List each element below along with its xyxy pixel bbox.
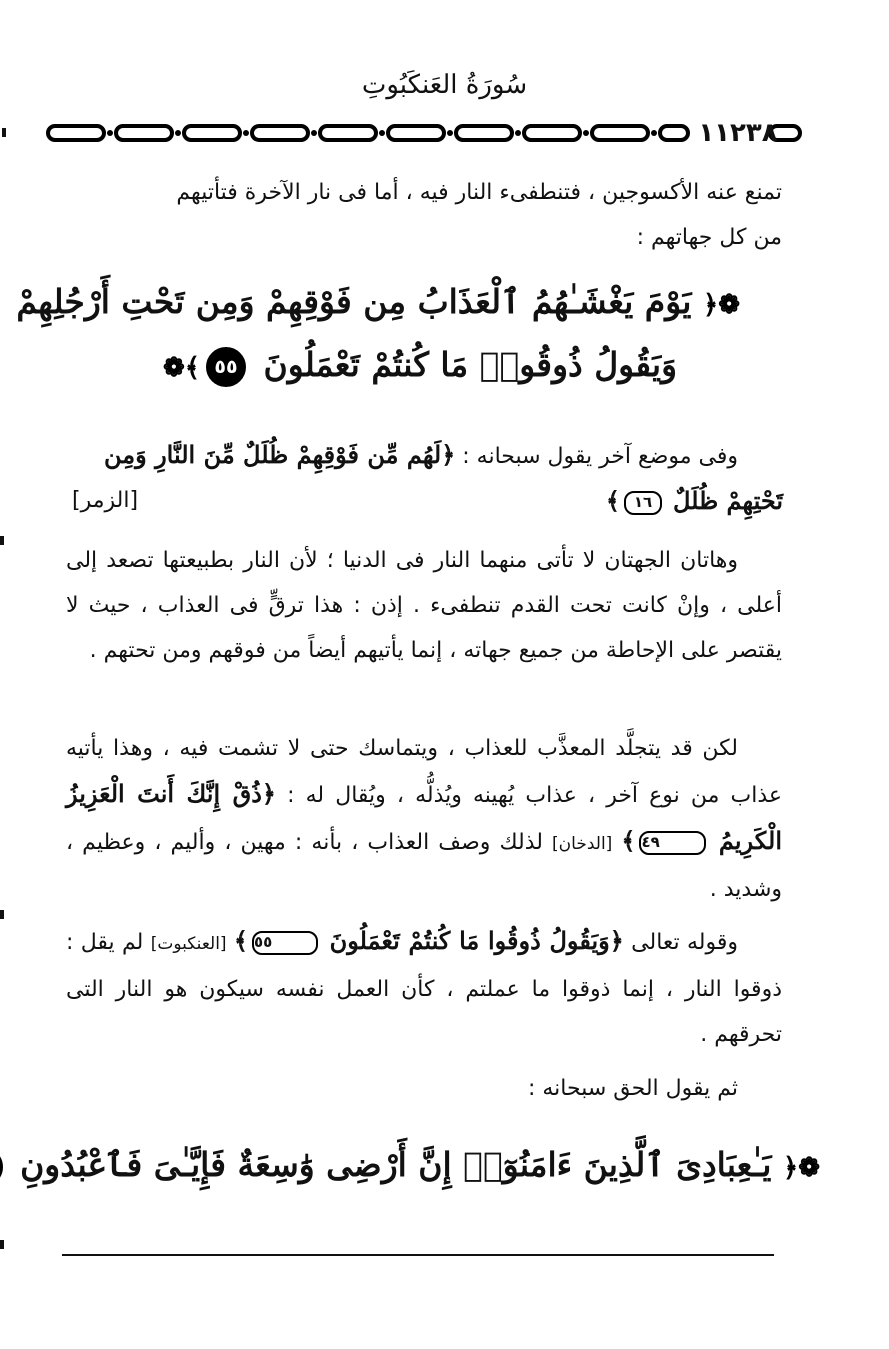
paragraph-2-row-2 bbox=[606, 478, 783, 525]
ayah-number-badge: ٥٥ bbox=[252, 931, 318, 955]
paragraph-4 bbox=[66, 726, 782, 912]
verse-2-line-1 bbox=[20, 1135, 820, 1198]
paragraph-6: ثم يقول الحق سبحانه : bbox=[527, 1076, 738, 1101]
margin-mark bbox=[0, 910, 4, 919]
paragraph-5-intro: وقوله تعالى bbox=[631, 930, 739, 955]
paragraph-1-line-2: من كل جهاتهم : bbox=[636, 225, 782, 250]
quote-ankabut: وَيَقُولُ ذُوقُوا مَا كُنتُمْ تَعْمَلُونَ bbox=[329, 926, 610, 955]
margin-mark bbox=[2, 128, 6, 137]
open-bracket-icon: ﴿ bbox=[782, 1153, 799, 1183]
surah-reference: [العنكبوت] bbox=[150, 934, 227, 954]
margin-mark bbox=[0, 536, 4, 545]
flower-ornament-icon: ❁ bbox=[718, 290, 740, 320]
page-number: ١١٢٣٨ bbox=[698, 118, 778, 148]
margin-mark bbox=[0, 1240, 4, 1249]
verse-1-line-1 bbox=[16, 272, 740, 335]
quote-dukhan: ذُقْ إِنَّكَ أَنتَ الْعَزِيزُ الْكَرِيمُ bbox=[66, 779, 783, 855]
verse-1-text-1: يَوْمَ يَغْشَـٰهُمُ ٱلْعَذَابُ مِن فَوْقِهِمْ وَمِن تَحْتِ أَرْجُلِهِمْ bbox=[16, 282, 692, 321]
close-bracket-icon: ﴾ bbox=[621, 826, 636, 855]
paragraph-5-text: لم يقل : ذوقوا النار ، إنما ذوقوا ما عملتم ، كأن العمل نفسه سيكون هو النار التى تحرقهم . bbox=[66, 930, 782, 1047]
verse-1-line-2 bbox=[100, 335, 740, 398]
open-bracket-icon: ﴿ bbox=[609, 926, 624, 955]
footer-rule bbox=[62, 1254, 774, 1256]
paragraph-2 bbox=[66, 432, 782, 479]
ayah-number-badge: ١٦ bbox=[624, 491, 662, 515]
open-bracket-icon: ﴿ bbox=[261, 779, 276, 808]
paragraph-4-text-1: لكن قد يتجلَّد المعذَّب للعذاب ، ويتماسك حتى لا تشمت فيه ، وهذا يأتيه عذاب من نوع آخر ، عذاب يُهينه ويُذلُّه ، ويُقال له : bbox=[66, 736, 782, 808]
flower-ornament-icon: ❁ bbox=[798, 1153, 820, 1183]
verse-2-text: يَـٰعِبَادِىَ ٱلَّذِينَ ءَامَنُوٓا۟ إِنَّ أَرْضِى وَٰسِعَةٌ فَإِيَّـٰىَ فَٱعْبُدُونِ bbox=[20, 1145, 772, 1184]
paragraph-4-text-2: لذلك وصف العذاب ، بأنه : مهين ، وأليم ، وعظيم ، وشديد . bbox=[66, 830, 782, 902]
paragraph-5 bbox=[66, 918, 782, 1057]
flower-ornament-icon: ❁ bbox=[162, 353, 185, 383]
quote-zumar-2: تَحْتِهِمْ ظُلَلٌ bbox=[672, 486, 783, 515]
paragraph-3: وهاتان الجهتان لا تأتى منهما النار فى الدنيا ؛ لأن النار بطبيعتها تصعد إلى أعلى ، وإنْ كانت تحت القدم تنطفىء . إذن : هذا ترقٍّ فى العذاب ، حيث لا يقتصر على الإحاطة من جميع جهاته ، إنما يأتيهم أيضاً من فوقهم ومن تحتهم . bbox=[66, 548, 782, 663]
verse-1-text-2: وَيَقُولُ ذُوقُوا۟ مَا كُنتُمْ تَعْمَلُونَ bbox=[263, 345, 678, 384]
paragraph-2-intro: وفى موضع آخر يقول سبحانه : bbox=[462, 444, 738, 469]
paragraph-1 bbox=[66, 170, 782, 260]
ayah-number-badge: ٤٩ bbox=[639, 831, 705, 855]
ayah-number-badge: ٥٥ bbox=[206, 347, 246, 387]
quran-verse-2 bbox=[20, 1135, 820, 1198]
close-bracket-icon: ﴾ bbox=[184, 353, 200, 383]
close-bracket-icon: ﴾ bbox=[233, 926, 248, 955]
quran-verse-1 bbox=[16, 272, 740, 398]
surah-title: سُورَةُ العَنكَبُوتِ bbox=[361, 70, 528, 100]
quote-zumar-1: لَهُم مِّن فَوْقِهِمْ ظُلَلٌ مِّنَ النَّارِ وَمِن bbox=[104, 440, 442, 469]
surah-reference: [الزمر] bbox=[72, 488, 139, 513]
open-bracket-icon: ﴿ bbox=[702, 290, 719, 320]
open-bracket-icon: ﴿ bbox=[441, 440, 456, 469]
paragraph-1-line-1: تمنع عنه الأكسوجين ، فتنطفىء النار فيه ، أما فى نار الآخرة فتأتيهم bbox=[176, 180, 782, 205]
ayah-number-badge bbox=[0, 1147, 3, 1187]
surah-reference: [الدخان] bbox=[552, 834, 613, 854]
close-bracket-icon: ﴾ bbox=[605, 486, 620, 515]
